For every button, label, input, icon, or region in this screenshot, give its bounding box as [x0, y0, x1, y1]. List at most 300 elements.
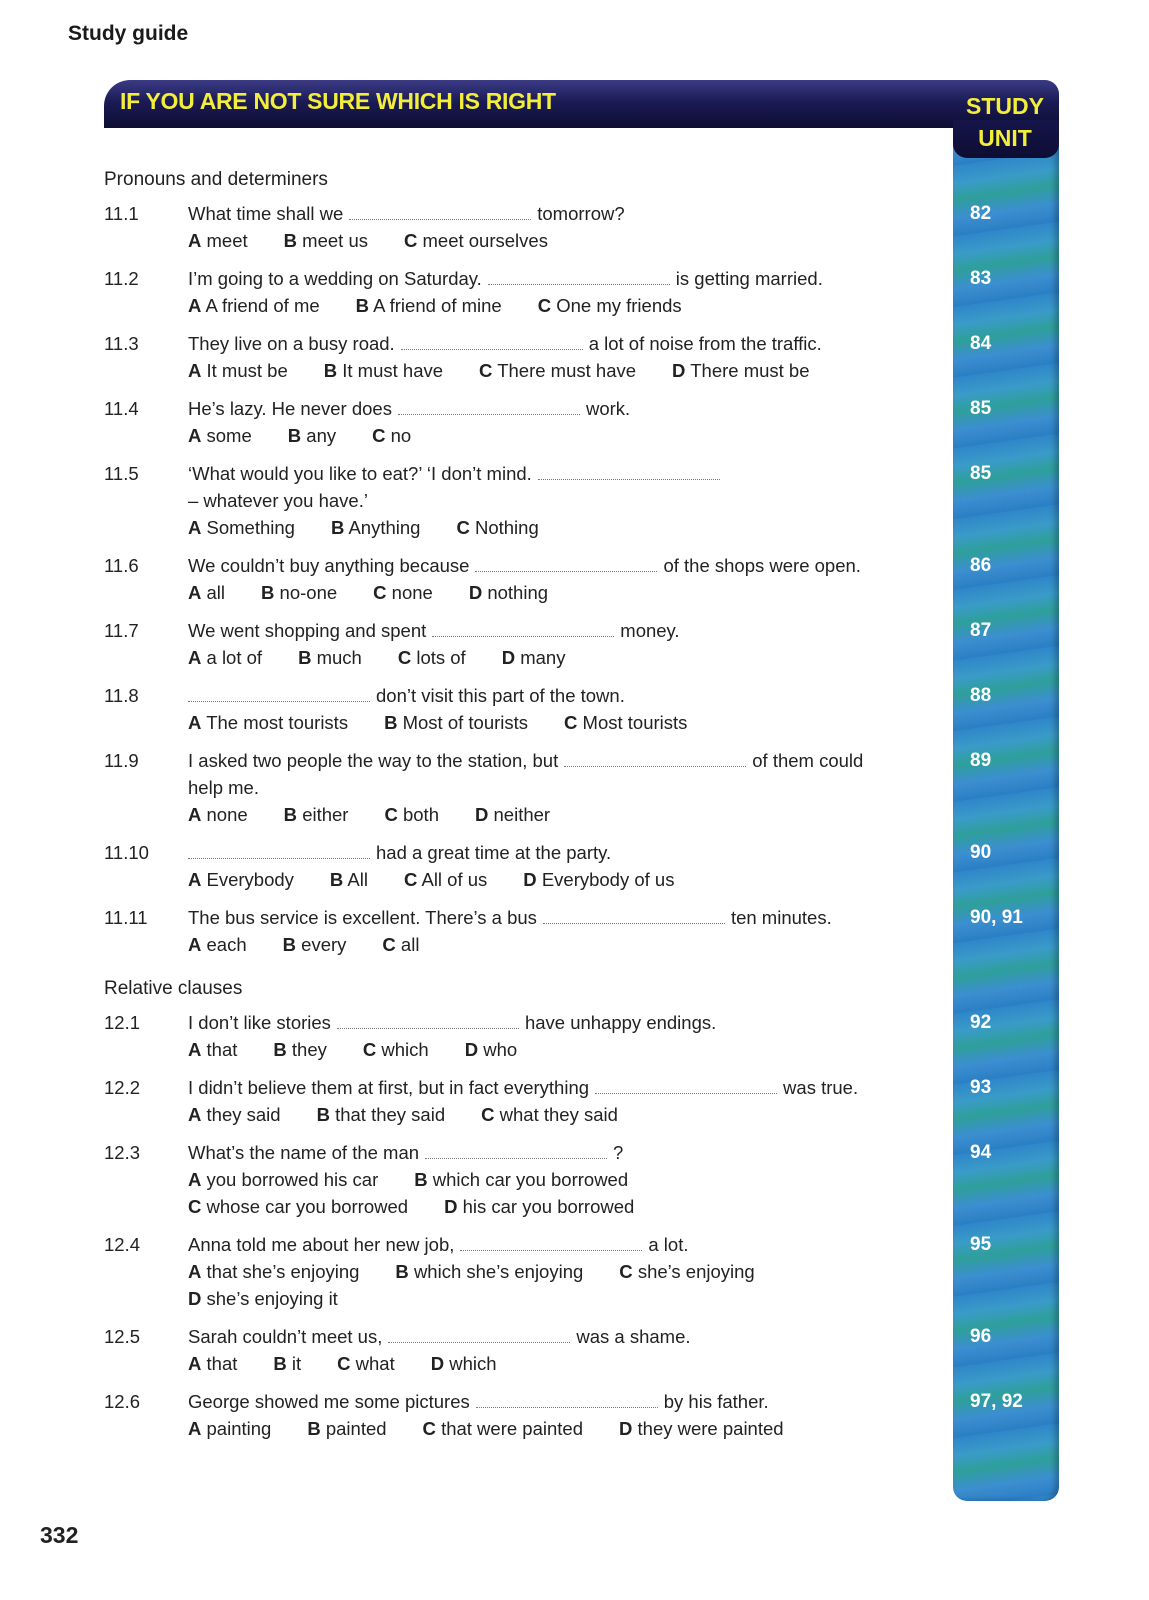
prompt-before: George showed me some pictures [188, 1391, 470, 1412]
study-unit-number: 83 [970, 268, 992, 289]
option-letter: B [273, 1353, 287, 1374]
option-letter: A [188, 712, 202, 733]
answer-option[interactable] [188, 579, 225, 606]
question-number: 11.7 [104, 620, 139, 641]
prompt-before: Sarah couldn’t meet us, [188, 1326, 383, 1347]
answer-option[interactable] [188, 357, 288, 384]
answer-option[interactable] [188, 801, 248, 828]
option-text: painting [206, 1418, 272, 1439]
options-line [188, 357, 918, 384]
answer-option[interactable] [372, 422, 411, 449]
answer-option[interactable] [469, 579, 548, 606]
option-text: they said [206, 1104, 281, 1125]
answer-option[interactable] [373, 579, 433, 606]
answer-option[interactable] [324, 357, 443, 384]
option-text: painted [325, 1418, 387, 1439]
option-text: Everybody of us [541, 869, 675, 890]
option-letter: B [329, 869, 344, 890]
prompt-continuation: – whatever you have.’ [188, 490, 368, 511]
option-text: which car you borrowed [432, 1169, 629, 1190]
answer-option[interactable] [337, 1350, 395, 1377]
answer-option[interactable] [288, 422, 336, 449]
option-text: A friend of mine [373, 295, 502, 316]
option-text: There must be [690, 360, 810, 381]
answer-blank[interactable] [538, 465, 720, 480]
answer-option[interactable] [298, 644, 362, 671]
options-line [188, 514, 918, 541]
option-text: All [347, 869, 368, 890]
option-letter: D [501, 647, 516, 668]
study-unit-number: 95 [970, 1234, 992, 1255]
question-item [104, 904, 1064, 958]
answer-option[interactable] [619, 1415, 784, 1442]
answer-option[interactable] [284, 801, 349, 828]
study-unit-number: 92 [970, 1012, 992, 1033]
prompt-after: don’t visit this part of the town. [376, 685, 625, 706]
options-line [188, 1036, 918, 1063]
option-text: who [483, 1039, 518, 1060]
question-body [188, 552, 918, 606]
option-text: Nothing [474, 517, 539, 538]
option-text: they were painted [637, 1418, 784, 1439]
option-letter: C [397, 647, 412, 668]
option-text: she’s enjoying it [206, 1288, 338, 1309]
answer-option[interactable] [317, 1101, 446, 1128]
question-body [188, 904, 918, 958]
option-text: they [291, 1039, 327, 1060]
option-letter: B [316, 1104, 330, 1125]
option-text: none [391, 582, 433, 603]
option-letter: B [261, 582, 275, 603]
answer-option[interactable] [188, 514, 295, 541]
options-line [188, 1101, 918, 1128]
question-item [104, 1139, 1064, 1220]
option-letter: A [188, 295, 202, 316]
question-body [188, 200, 918, 254]
prompt-after: work. [585, 398, 631, 419]
option-letter: C [481, 1104, 495, 1125]
option-text: every [301, 934, 347, 955]
prompt-before: I asked two people the way to the station, but [188, 750, 559, 771]
prompt-after: ten minutes. [730, 907, 832, 928]
question-body [188, 1139, 918, 1220]
option-text: she’s enjoying [637, 1261, 755, 1282]
answer-option[interactable] [465, 1036, 517, 1063]
section-heading: Relative clauses [104, 978, 243, 999]
question-body [188, 1388, 918, 1442]
question-number: 11.3 [104, 333, 139, 354]
question-body [188, 839, 918, 893]
options-line [188, 292, 918, 319]
option-letter: C [619, 1261, 633, 1282]
question-body [188, 1231, 918, 1312]
option-letter: C [188, 1196, 202, 1217]
option-letter: C [537, 295, 552, 316]
banner-title: IF YOU ARE NOT SURE WHICH IS RIGHT [120, 88, 556, 114]
study-unit-number: 97, 92 [970, 1391, 1023, 1412]
answer-option[interactable] [188, 1285, 338, 1312]
option-letter: A [188, 1039, 202, 1060]
option-letter: A [188, 230, 202, 251]
answer-option[interactable] [414, 1166, 628, 1193]
prompt-before: We couldn’t buy anything because [188, 555, 470, 576]
option-text: Most of tourists [402, 712, 529, 733]
answer-option[interactable] [564, 709, 687, 736]
prompt-before: I don’t like stories [188, 1012, 331, 1033]
question-prompt [188, 460, 918, 487]
option-text: it [291, 1353, 302, 1374]
prompt-after: is getting married. [675, 268, 823, 289]
answer-option[interactable] [423, 1415, 583, 1442]
option-text: The most tourists [206, 712, 349, 733]
question-prompt [188, 1009, 918, 1036]
question-item [104, 839, 1064, 893]
study-unit-number: 89 [970, 750, 992, 771]
option-text: which [449, 1353, 497, 1374]
answer-blank[interactable] [425, 1144, 607, 1159]
answer-blank[interactable] [543, 909, 725, 924]
answer-option[interactable] [188, 227, 248, 254]
question-prompt [188, 747, 918, 774]
answer-option[interactable] [273, 1036, 326, 1063]
option-text: none [206, 804, 248, 825]
answer-option[interactable] [384, 709, 528, 736]
option-letter: C [384, 804, 398, 825]
answer-blank[interactable] [564, 752, 746, 767]
answer-option[interactable] [672, 357, 809, 384]
prompt-before: They live on a busy road. [188, 333, 395, 354]
answer-blank[interactable] [432, 622, 614, 637]
option-letter: B [307, 1418, 321, 1439]
option-text: a lot of [206, 647, 263, 668]
option-letter: A [188, 869, 202, 890]
answer-option[interactable] [502, 644, 566, 671]
prompt-before: ‘What would you like to eat?’ ‘I don’t mind. [188, 463, 532, 484]
answer-blank[interactable] [476, 1393, 658, 1408]
option-text: Most tourists [582, 712, 688, 733]
study-unit-number: 88 [970, 685, 992, 706]
options-line [188, 866, 918, 893]
options-line [188, 1166, 918, 1193]
option-letter: C [403, 869, 418, 890]
option-letter: B [273, 1039, 287, 1060]
option-text: any [306, 425, 337, 446]
option-text: meet us [302, 230, 368, 251]
prompt-after: a lot of noise from the traffic. [588, 333, 822, 354]
answer-option[interactable] [538, 292, 682, 319]
prompt-after: was a shame. [576, 1326, 691, 1347]
question-body [188, 1009, 918, 1063]
options-line [188, 422, 918, 449]
question-body [188, 1323, 918, 1377]
answer-option[interactable] [283, 931, 347, 958]
answer-option[interactable] [456, 514, 538, 541]
answer-blank[interactable] [460, 1236, 642, 1251]
option-letter: A [188, 804, 202, 825]
prompt-after: was true. [783, 1077, 859, 1098]
answer-option[interactable] [479, 357, 636, 384]
answer-option[interactable] [475, 801, 550, 828]
study-unit-number: 90 [970, 842, 992, 863]
question-prompt [188, 200, 918, 227]
prompt-after: of the shops were open. [663, 555, 861, 576]
option-text: One my friends [556, 295, 682, 316]
page-number: 332 [40, 1522, 79, 1548]
answer-option[interactable] [356, 292, 502, 319]
prompt-after: had a great time at the party. [376, 842, 612, 863]
answer-option[interactable] [273, 1350, 301, 1377]
answer-option[interactable] [284, 227, 368, 254]
question-number: 11.8 [104, 685, 139, 706]
answer-option[interactable] [188, 866, 294, 893]
answer-blank[interactable] [488, 270, 670, 285]
question-body [188, 1074, 918, 1128]
prompt-after: of them could [752, 750, 864, 771]
option-text: that [206, 1039, 238, 1060]
option-letter: D [464, 1039, 479, 1060]
prompt-after: money. [620, 620, 680, 641]
question-item [104, 1323, 1064, 1377]
option-letter: A [188, 1261, 202, 1282]
prompt-after: a lot. [648, 1234, 689, 1255]
question-prompt [188, 1074, 918, 1101]
option-text: no [390, 425, 412, 446]
answer-blank[interactable] [398, 400, 580, 415]
question-body [188, 682, 918, 736]
prompt-before: What’s the name of the man [188, 1142, 420, 1163]
study-unit-number: 90, 91 [970, 907, 1023, 928]
answer-option[interactable] [261, 579, 337, 606]
option-letter: A [188, 582, 202, 603]
option-letter: A [188, 1418, 202, 1439]
answer-option[interactable] [188, 1258, 359, 1285]
options-line [188, 1415, 918, 1442]
question-item [104, 552, 1064, 606]
option-text: all [206, 582, 226, 603]
prompt-before: What time shall we [188, 203, 344, 224]
answer-option[interactable] [481, 1101, 618, 1128]
answer-blank[interactable] [595, 1079, 777, 1094]
question-prompt [188, 1323, 918, 1350]
option-text: much [316, 647, 362, 668]
option-letter: B [384, 712, 398, 733]
options-line [188, 1193, 918, 1220]
options-line [188, 801, 918, 828]
option-text: that she’s enjoying [206, 1261, 360, 1282]
question-prompt [188, 904, 918, 931]
study-unit-number: 87 [970, 620, 992, 641]
option-text: his car you borrowed [462, 1196, 635, 1217]
option-letter: A [188, 1104, 202, 1125]
question-number: 12.2 [104, 1077, 141, 1098]
option-text: that were painted [441, 1418, 583, 1439]
question-number: 11.2 [104, 268, 139, 289]
questions-content [104, 166, 1064, 1453]
prompt-before: Anna told me about her new job, [188, 1234, 455, 1255]
prompt-after: tomorrow? [537, 203, 625, 224]
option-letter: C [479, 360, 493, 381]
option-letter: C [372, 425, 386, 446]
answer-option[interactable] [431, 1350, 497, 1377]
option-letter: B [283, 804, 298, 825]
option-letter: A [188, 425, 202, 446]
answer-option[interactable] [188, 931, 247, 958]
option-text: some [206, 425, 252, 446]
option-letter: A [188, 517, 202, 538]
question-prompt [188, 1231, 918, 1258]
option-text: Anything [348, 517, 421, 538]
prompt-before: The bus service is excellent. There’s a bus [188, 907, 537, 928]
option-text: no-one [279, 582, 338, 603]
option-letter: B [283, 230, 298, 251]
question-prompt [188, 617, 918, 644]
option-letter: C [362, 1039, 377, 1060]
answer-option[interactable] [444, 1193, 634, 1220]
option-letter: D [672, 360, 686, 381]
answer-option[interactable] [382, 931, 419, 958]
option-letter: B [330, 517, 345, 538]
prompt-after: have unhappy endings. [524, 1012, 717, 1033]
prompt-before: I didn’t believe them at first, but in fact everything [188, 1077, 590, 1098]
prompt-before: We went shopping and spent [188, 620, 427, 641]
answer-option[interactable] [188, 1036, 237, 1063]
study-unit-number: 94 [970, 1142, 992, 1163]
study-unit-label-line2: UNIT [978, 125, 1032, 151]
answer-option[interactable] [404, 227, 548, 254]
answer-option[interactable] [523, 866, 674, 893]
study-unit-number: 85 [970, 463, 992, 484]
answer-option[interactable] [330, 866, 368, 893]
question-number: 11.4 [104, 398, 139, 419]
options-line [188, 227, 918, 254]
option-text: either [302, 804, 349, 825]
answer-option[interactable] [398, 644, 466, 671]
option-text: whose car you borrowed [206, 1196, 409, 1217]
question-number: 12.5 [104, 1326, 141, 1347]
question-number: 11.1 [104, 203, 139, 224]
question-prompt [188, 839, 918, 866]
option-letter: D [444, 1196, 458, 1217]
options-line [188, 709, 918, 736]
question-prompt [188, 395, 918, 422]
answer-option[interactable] [188, 1193, 408, 1220]
answer-option[interactable] [188, 1101, 281, 1128]
answer-blank[interactable] [337, 1014, 519, 1029]
option-text: what [355, 1353, 395, 1374]
answer-option[interactable] [188, 422, 252, 449]
answer-blank[interactable] [188, 844, 370, 859]
question-prompt [188, 682, 918, 709]
option-letter: A [188, 1353, 202, 1374]
option-letter: D [523, 869, 537, 890]
option-letter: C [337, 1353, 351, 1374]
option-letter: B [323, 360, 338, 381]
answer-blank[interactable] [401, 335, 583, 350]
question-body [188, 747, 918, 828]
study-unit-number: 84 [970, 333, 992, 354]
question-number: 11.11 [104, 907, 148, 928]
option-letter: C [422, 1418, 436, 1439]
answer-option[interactable] [404, 866, 487, 893]
option-text: There must have [497, 360, 637, 381]
option-letter: C [456, 517, 470, 538]
option-letter: C [403, 230, 418, 251]
option-text: Everybody [206, 869, 294, 890]
answer-blank[interactable] [349, 205, 531, 220]
option-letter: A [188, 360, 202, 381]
answer-option[interactable] [384, 801, 439, 828]
option-text: neither [493, 804, 551, 825]
option-text: Something [206, 517, 295, 538]
answer-option[interactable] [188, 1166, 378, 1193]
question-number: 11.5 [104, 463, 139, 484]
question-item [104, 200, 1064, 254]
option-letter: C [373, 582, 387, 603]
option-text: lots of [416, 647, 466, 668]
question-prompt [188, 1139, 918, 1166]
section-heading: Pronouns and determiners [104, 169, 328, 190]
question-number: 11.10 [104, 842, 149, 863]
prompt-after: by his father. [663, 1391, 769, 1412]
option-letter: D [619, 1418, 633, 1439]
page-header: Study guide [68, 22, 189, 45]
option-text: meet ourselves [422, 230, 548, 251]
question-item [104, 330, 1064, 384]
option-text: which [381, 1039, 429, 1060]
question-number: 12.3 [104, 1142, 141, 1163]
answer-option[interactable] [307, 1415, 386, 1442]
answer-blank[interactable] [188, 687, 370, 702]
option-text: All of us [421, 869, 488, 890]
answer-option[interactable] [188, 709, 348, 736]
option-text: It must be [206, 360, 288, 381]
question-number: 11.6 [104, 555, 139, 576]
option-text: what they said [499, 1104, 618, 1125]
question-item [104, 682, 1064, 736]
question-body [188, 330, 918, 384]
question-item [104, 747, 1064, 828]
question-item [104, 460, 1064, 541]
question-prompt [188, 330, 918, 357]
prompt-continuation: help me. [188, 777, 259, 798]
option-text: that [206, 1353, 238, 1374]
answer-blank[interactable] [475, 557, 657, 572]
question-item [104, 1388, 1064, 1442]
question-item [104, 1231, 1064, 1312]
answer-option[interactable] [395, 1258, 583, 1285]
question-item [104, 265, 1064, 319]
option-text: both [402, 804, 439, 825]
answer-option[interactable] [188, 644, 262, 671]
options-line [188, 1258, 918, 1285]
study-unit-label [953, 90, 1057, 154]
option-text: many [520, 647, 566, 668]
option-text: that they said [335, 1104, 446, 1125]
question-item [104, 395, 1064, 449]
answer-option[interactable] [188, 292, 320, 319]
study-unit-number: 82 [970, 203, 992, 224]
answer-option[interactable] [188, 1350, 237, 1377]
answer-option[interactable] [188, 1415, 271, 1442]
answer-option[interactable] [619, 1258, 754, 1285]
study-unit-number: 85 [970, 398, 992, 419]
answer-blank[interactable] [388, 1328, 570, 1343]
question-number: 12.4 [104, 1234, 141, 1255]
prompt-after: ? [613, 1142, 624, 1163]
study-unit-label-line1: STUDY [966, 93, 1044, 119]
answer-option[interactable] [363, 1036, 429, 1063]
answer-option[interactable] [331, 514, 421, 541]
